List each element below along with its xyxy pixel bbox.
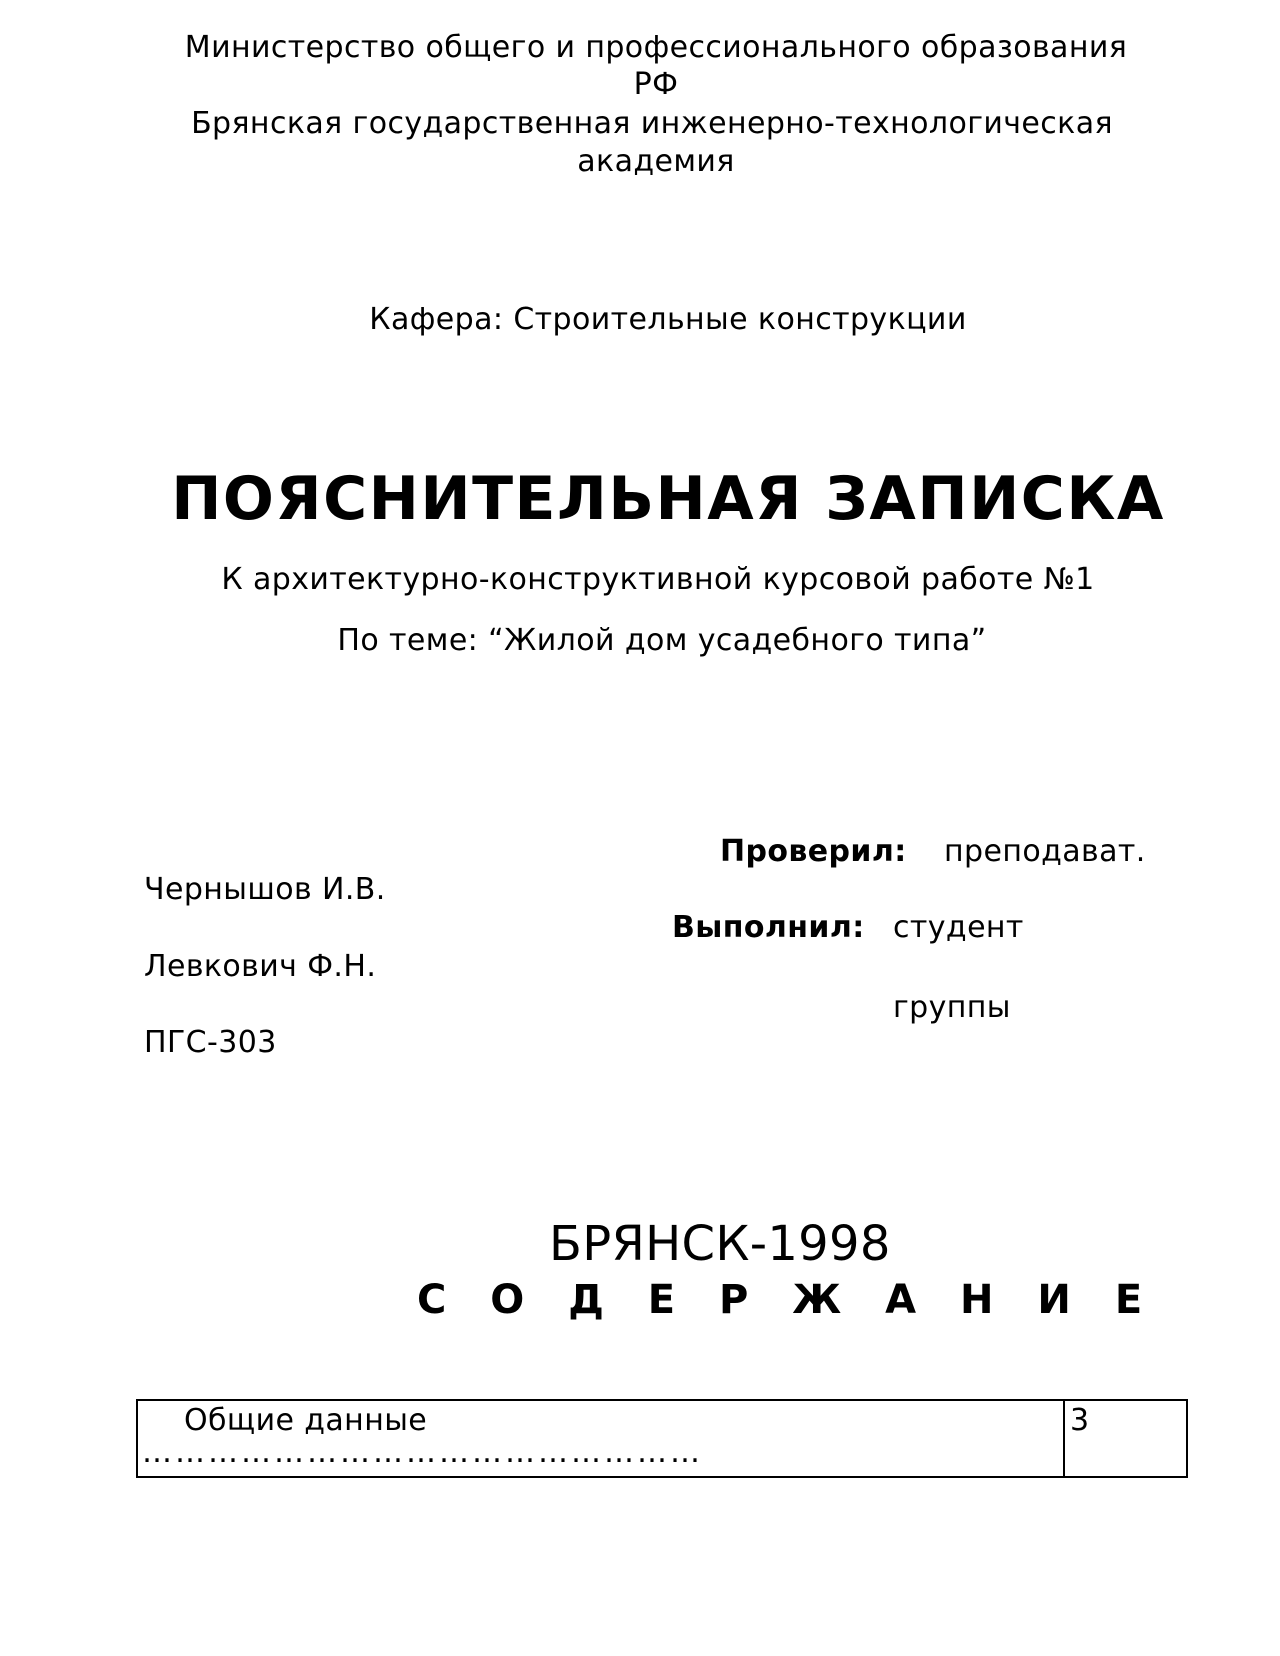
- ministry-line-2: РФ: [633, 67, 679, 102]
- toc-item-label: Общие данные: [184, 1403, 428, 1438]
- group-code: ПГС-303: [144, 1025, 277, 1060]
- document-topic: По теме: “Жилой дом усадебного типа”: [337, 623, 987, 658]
- checked-by-label: Проверил:: [720, 834, 907, 869]
- document-title: ПОЯСНИТЕЛЬНАЯ ЗАПИСКА: [171, 464, 1165, 534]
- city-year: БРЯНСК-1998: [549, 1216, 891, 1272]
- checked-by-role: преподават.: [944, 834, 1146, 869]
- group-word: группы: [893, 990, 1011, 1025]
- ministry-line-1: Министерство общего и профессионального образования: [184, 30, 1128, 65]
- document-subtitle: К архитектурно-конструктивной курсовой работе №1: [221, 562, 1095, 597]
- department: Кафера: Строительные конструкции: [369, 302, 967, 337]
- toc-table: [136, 1399, 1188, 1478]
- academy-line-2: академия: [577, 144, 735, 179]
- toc-column-divider: [1063, 1401, 1065, 1476]
- toc-item-page: 3: [1070, 1403, 1090, 1438]
- done-by-role: студент: [893, 910, 1024, 945]
- academy-line-1: Брянская государственная инженерно-технологическая: [191, 106, 1113, 141]
- done-by-name: Левкович Ф.Н.: [144, 949, 377, 984]
- toc-item-leader: ……………………………………………: [142, 1435, 703, 1470]
- checked-by-name: Чернышов И.В.: [144, 872, 386, 907]
- toc-title: С О Д Е Р Ж А Н И Е: [417, 1277, 1158, 1323]
- done-by-label: Выполнил:: [672, 910, 865, 945]
